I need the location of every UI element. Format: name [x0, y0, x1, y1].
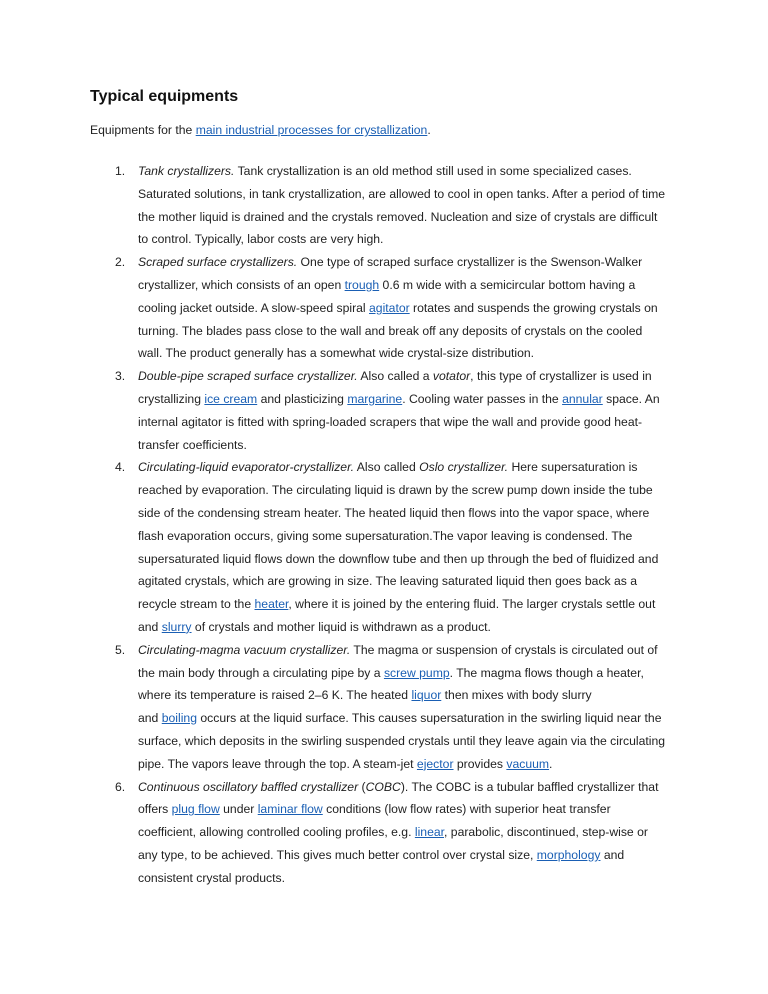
inline-link[interactable]: agitator: [369, 300, 410, 315]
body-text: Also called a: [357, 369, 433, 384]
inline-link[interactable]: liquor: [411, 688, 442, 703]
body-text: and consistent crystal products.: [138, 847, 625, 885]
inline-link[interactable]: morphology: [536, 847, 601, 862]
body-text: and plasticizing: [257, 391, 348, 406]
inline-link[interactable]: vacuum: [506, 756, 550, 771]
body-text: conditions (low flow rates) with superior heat transfer coefficient, allowing controlled cooling profiles, e.g.: [138, 802, 611, 840]
list-item: [90, 639, 670, 776]
italic-term: Circulating-magma vacuum crystallizer.: [138, 642, 351, 657]
section-heading: Typical equipments: [90, 88, 239, 105]
body-text: occurs at the liquid surface. This causes supersaturation in the swirling liquid near the surface, which deposits in the swirling suspended crystals until they leave again via the circulating pipe. The vapors leave through the top. A steam-jet: [138, 711, 666, 771]
intro-link[interactable]: main industrial processes for crystallization: [195, 123, 428, 137]
inline-link[interactable]: heater: [254, 597, 289, 612]
inline-link[interactable]: screw pump: [383, 665, 450, 680]
italic-term: votator: [432, 369, 471, 384]
italic-term: Oslo crystallizer.: [419, 460, 509, 475]
inline-link[interactable]: linear: [414, 825, 445, 840]
intro-paragraph: [90, 122, 431, 139]
body-text: space. An internal agitator is fitted with spring-loaded scrapers that wipe the wall and provide good heat-transfer coefficients.: [138, 391, 660, 452]
list-item-number: 3.: [115, 369, 126, 384]
list-item: [90, 160, 670, 251]
list-item: [90, 456, 670, 638]
equipment-list: [90, 160, 670, 890]
inline-link[interactable]: margarine: [347, 391, 403, 406]
list-item-number: 6.: [115, 779, 126, 794]
italic-term: COBC: [365, 779, 401, 794]
list-item: [90, 776, 670, 890]
inline-link[interactable]: boiling: [161, 711, 197, 726]
body-text: Tank crystallization is an old method still used in some specialized cases. Saturated solutions, in tank crystallization, are allowed to cool in open tanks. After a period of time the mother liquid is drained and the crystals removed. Nucleation and size of crystals are difficult to control. Typically, labor costs are very high.: [138, 164, 666, 247]
inline-link[interactable]: ice cream: [204, 391, 258, 406]
list-item-number: 5.: [115, 642, 126, 657]
body-text: One type of scraped surface crystallizer is the Swenson-Walker crystallizer, which consists of an open: [138, 255, 643, 292]
body-text: , where it is joined by the entering fluid. The larger crystals settle out and: [138, 597, 656, 634]
body-text: . Cooling water passes in the: [402, 391, 563, 406]
body-text: of crystals and mother liquid is withdrawn as a product.: [191, 619, 491, 634]
list-item: [90, 365, 670, 456]
italic-term: Continuous oscillatory baffled crystallizer: [138, 779, 359, 794]
inline-link[interactable]: slurry: [161, 619, 192, 634]
body-text: . The magma flows though a heater, where its temperature is raised 2–6 K. The heated: [138, 665, 644, 703]
body-text: under: [219, 802, 258, 817]
body-text: provides: [453, 756, 507, 771]
body-text: ). The COBC is a tubular baffled crystallizer that offers: [138, 779, 659, 817]
body-text: rotates and suspends the growing crystals on turning. The blades pass close to the wall and break off any deposits of crystals on the cooled wall. The product generally has a somewhat wide crystal-size distribution.: [138, 300, 658, 361]
body-text: The magma or suspension of crystals is circulated out of the main body through a circulating pipe by a: [138, 642, 658, 680]
inline-link[interactable]: ejector: [416, 756, 454, 771]
italic-term: Scraped surface crystallizers.: [138, 255, 298, 270]
body-text: (: [358, 779, 366, 794]
body-text: Here supersaturation is reached by evaporation. The circulating liquid is drawn by the screw pump down inside the tube side of the condensing stream heater. The heated liquid then flows into the vapor space, where flash evaporation occurs, giving some supersaturation.The vapor leaving is condensed. The supersaturated liquid flows down the downflow tube and then up through the bed of fluidized and agitated crystals, which are growing in size. The leaving saturated liquid then goes back as a recycle stream to the: [138, 460, 659, 612]
italic-term: Tank crystallizers.: [138, 164, 235, 178]
list-item-number: 1.: [115, 164, 126, 178]
body-text: .: [549, 756, 553, 771]
inline-link[interactable]: plug flow: [171, 802, 220, 817]
body-text: and: [138, 711, 162, 726]
inline-link[interactable]: trough: [344, 277, 380, 292]
intro-period: .: [427, 123, 431, 137]
body-text: Also called: [354, 460, 420, 475]
italic-term: Double-pipe scraped surface crystallizer.: [138, 369, 358, 384]
body-text: 0.6 m wide with a semicircular bottom having a cooling jacket outside. A slow-speed spiral: [138, 277, 636, 315]
body-text: , this type of crystallizer is used in crystallizing: [138, 369, 652, 406]
inline-link[interactable]: laminar flow: [257, 802, 323, 817]
inline-link[interactable]: annular: [562, 391, 603, 406]
intro-text: Equipments for the: [90, 123, 196, 137]
list-item-number: 4.: [115, 460, 126, 475]
body-text: then mixes with body slurry: [441, 688, 592, 703]
body-text: , parabolic, discontinued, step-wise or any type, to be achieved. This gives much better control over crystal size,: [138, 825, 648, 862]
italic-term: Circulating-liquid evaporator-crystallizer.: [138, 460, 355, 475]
list-item: [90, 251, 670, 365]
list-item-number: 2.: [115, 255, 126, 270]
